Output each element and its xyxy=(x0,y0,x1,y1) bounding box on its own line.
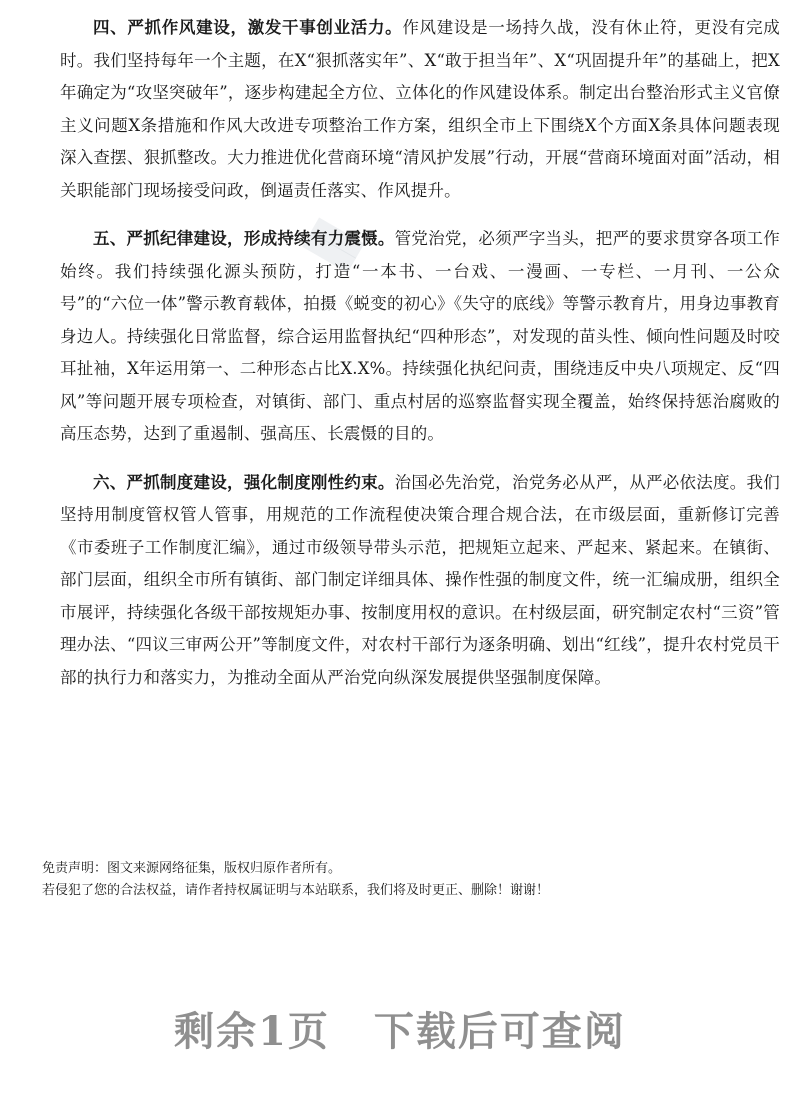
section-5-text: 管党治党，必须严字当头，把严的要求贯穿各项工作始终。我们持续强化源头预防，打造“一本书、一台戏、一漫画、一专栏、一月刊、一公众号”的“六位一体”警示教育载体，拍摄《蜕变的初心》《失守的底线》等警示教育片，用身边事教育身边人。持续强化日常监督，综合运用监督执纪“四种形态”，对发现的苗头性、倾向性问题及时咬耳扯袖，X年运用第一、二种形态占比X.X%。持续强化执纪问责，围绕违反中央八项规定、反“四风”等问题开展专项检查，对镇街、部门、重点村居的巡察监督实现全覆盖，始终保持惩治腐败的高压态势，达到了重遏制、强高压、长震慑的目的。 xyxy=(60,229,780,443)
disclaimer-line-1: 免责声明：图文来源网络征集，版权归原作者所有。 xyxy=(42,861,342,876)
section-5-heading: 五、严抓纪律建设，形成持续有力震慑。 xyxy=(93,229,395,248)
section-4-heading: 四、严抓作风建设，激发干事创业活力。 xyxy=(93,18,403,37)
section-6-text: 治国必先治党，治党务必从严，从严必依法度。我们坚持用制度管权管人管事，用规范的工作流程使决策合理合规合法，在市级层面，重新修订完善《市委班子工作制度汇编》，通过市级领导带头示范，把规矩立起来、严起来、紧起来。在镇街、部门层面，组织全市所有镇街、部门制定详细具体、操作性强的制度文件，统一汇编成册，组织全市展评，持续强化各级干部按规矩办事、按制度用权的意识。在村级层面，研究制定农村“三资”管理办法、“四议三审两公开”等制度文件，对农村干部行为逐条明确、划出“红线”，提升农村党员干部的执行力和落实力，为推动全面从严治党向纵深发展提供坚强制度保障。 xyxy=(60,472,780,687)
document-body xyxy=(60,12,780,710)
download-banner[interactable] xyxy=(0,1000,800,1057)
section-4-paragraph xyxy=(60,12,780,207)
download-to-view-label: 下载后可查阅 xyxy=(373,1008,626,1055)
disclaimer-line-2: 若侵犯了您的合法权益，请作者持权属证明与本站联系，我们将及时更正、删除！谢谢！ xyxy=(42,883,550,898)
disclaimer xyxy=(42,858,762,902)
remaining-pages-label: 剩余1页 xyxy=(174,1008,330,1055)
section-5-paragraph xyxy=(60,223,780,451)
section-6-paragraph xyxy=(60,467,780,695)
section-6-heading: 六、严抓制度建设，强化制度刚性约束。 xyxy=(93,472,395,492)
section-4-text: 作风建设是一场持久战，没有休止符，更没有完成时。我们坚持每年一个主题，在X“狠抓落实年”、X“敢于担当年”、X“巩固提升年”的基础上，把X年确定为“攻坚突破年”，逐步构建起全方位、立体化的作风建设体系。制定出台整治形式主义官僚主义问题X条措施和作风大改进专项整治工作方案，组织全市上下围绕X个方面X条具体问题表现深入查摆、狠抓整改。大力推进优化营商环境“清风护发展”行动，开展“营商环境面对面”活动，相关职能部门现场接受问政，倒逼责任落实、作风提升。 xyxy=(60,18,780,200)
watermark: ▐▌ xyxy=(294,203,373,288)
